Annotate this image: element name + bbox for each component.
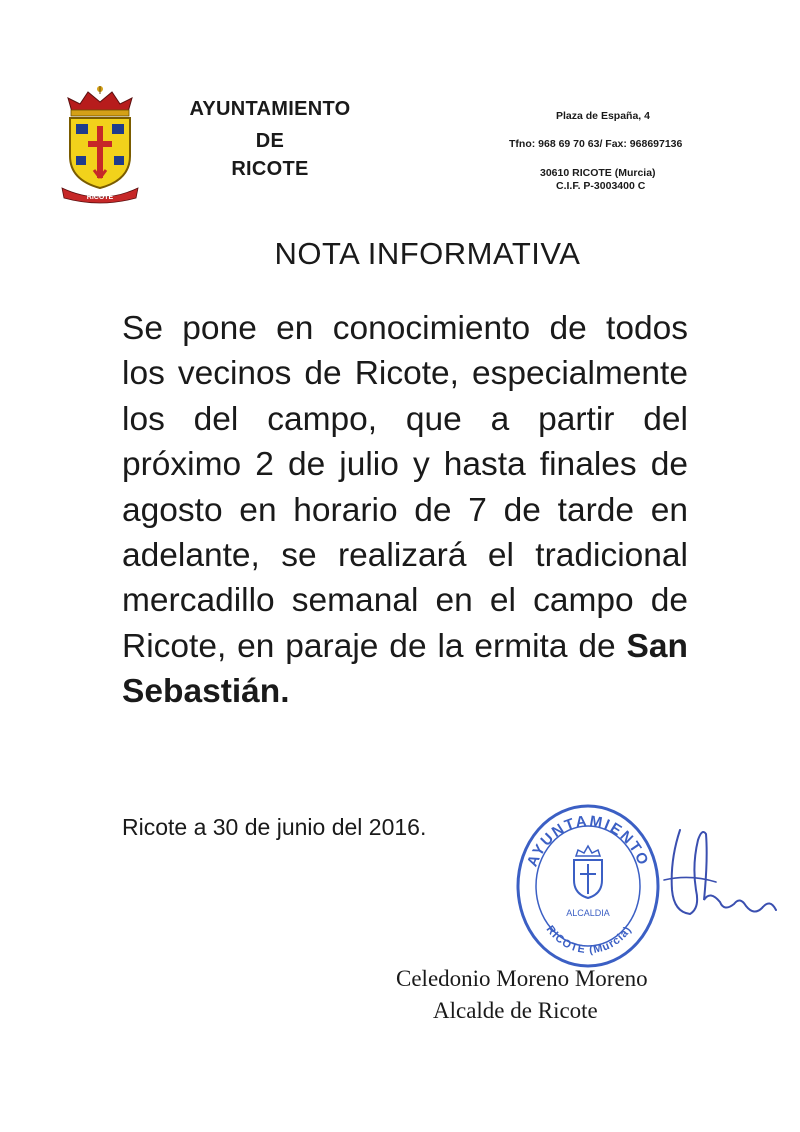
seal-center-text: ALCALDIA bbox=[566, 908, 610, 918]
postal-line: 30610 RICOTE (Murcia) bbox=[540, 167, 656, 179]
handwritten-signature bbox=[650, 820, 785, 935]
notice-body-text: Se pone en conocimiento de todos los vecinos de Ricote, especialmente los del campo, que a partir del próximo 2 de julio y hasta finales de agosto en horario de 7 de tarde en adelante, se realizará el tradicional mercadillo semanal en el campo de Ricote, en paraje de la ermita de San Sebastián. bbox=[122, 310, 688, 711]
cif-line: C.I.F. P-3003400 C bbox=[556, 180, 646, 192]
crest-ribbon-text: RICOTE bbox=[86, 194, 114, 201]
org-name-line-1: AYUNTAMIENTO bbox=[189, 98, 351, 120]
notice-body-bold: San Sebastián. bbox=[122, 627, 688, 711]
signer-name: Celedonio Moreno Moreno bbox=[396, 966, 648, 991]
seal-top-text: AYUNTAMIENTO bbox=[523, 812, 653, 870]
coat-of-arms-logo bbox=[58, 84, 142, 204]
phone-fax-line: Tfno: 968 69 70 63/ Fax: 968697136 bbox=[509, 138, 683, 150]
svg-text:RICOTE (Murcia) bbox=[544, 924, 635, 957]
org-name-line-3: RICOTE bbox=[231, 158, 309, 180]
org-name-line-2: DE bbox=[255, 130, 285, 152]
place-date: Ricote a 30 de junio del 2016. bbox=[122, 814, 427, 840]
official-seal-stamp bbox=[512, 800, 664, 970]
notice-title: NOTA INFORMATIVA bbox=[274, 236, 581, 271]
seal-bottom-text: RICOTE (Murcia) bbox=[543, 923, 635, 957]
address-line: Plaza de España, 4 bbox=[556, 110, 650, 122]
notice-body bbox=[122, 306, 688, 715]
signer-title: Alcalde de Ricote bbox=[433, 998, 598, 1023]
